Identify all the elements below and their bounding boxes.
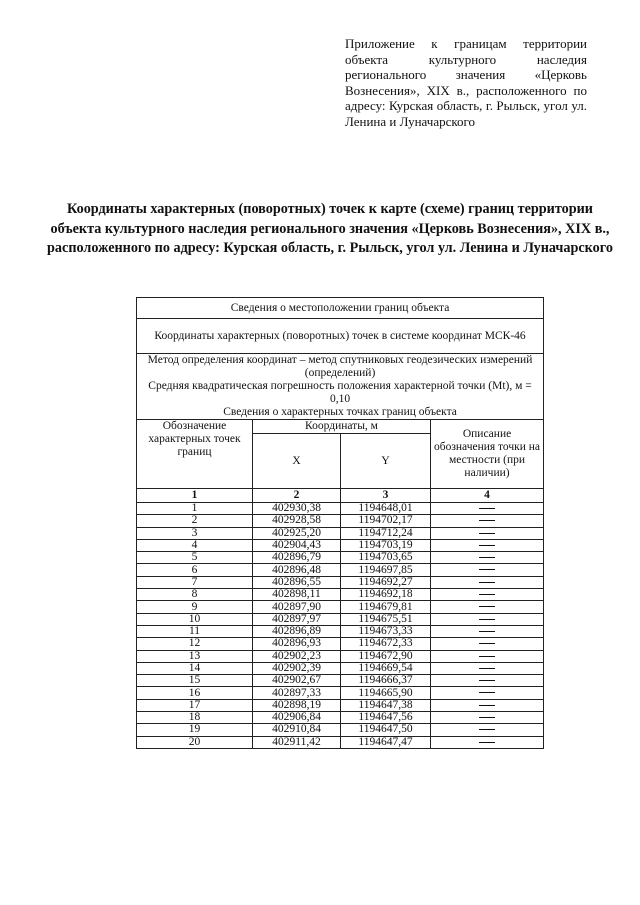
cell-y: 1194673,33: [341, 625, 431, 637]
dash-mark: [479, 545, 495, 546]
appendix-note: Приложение к границам территории объекта культурного наследия регионального значения «Церковь Вознесения», XIX в., расположенного по адресу: Курская область, г. Рыльск, угол ул. Ленина и Луначарского: [345, 36, 587, 129]
cell-point: 1: [137, 503, 253, 515]
cell-point: 20: [137, 736, 253, 748]
cell-y: 1194675,51: [341, 613, 431, 625]
cell-y: 1194692,18: [341, 589, 431, 601]
cell-point: 8: [137, 589, 253, 601]
cell-y: 1194647,47: [341, 736, 431, 748]
dash-mark: [479, 668, 495, 669]
cell-point: 7: [137, 576, 253, 588]
cell-description: [431, 638, 544, 650]
dash-mark: [479, 557, 495, 558]
document-title: Координаты характерных (поворотных) точек к карте (схеме) границ территории объекта культурного наследия регионального значения «Церковь Вознесения», XIX в., расположенного по адресу: Курская область, г. Рыльск, угол ул. Ленина и Луначарского: [47, 201, 613, 256]
cell-description: [431, 527, 544, 539]
dash-mark: [479, 729, 495, 730]
cell-x: 402896,55: [253, 576, 341, 588]
cell-x: 402902,39: [253, 662, 341, 674]
dash-mark: [479, 533, 495, 534]
table-row: [137, 699, 544, 711]
cell-y: 1194672,33: [341, 638, 431, 650]
table-row: [137, 552, 544, 564]
cell-y: 1194665,90: [341, 687, 431, 699]
cell-x: 402928,58: [253, 515, 341, 527]
col-number: 4: [431, 489, 544, 503]
cell-point: 15: [137, 675, 253, 687]
dash-mark: [479, 717, 495, 718]
col-number: 1: [137, 489, 253, 503]
cell-description: [431, 675, 544, 687]
method-cell: [137, 354, 544, 420]
cell-point: 19: [137, 724, 253, 736]
cell-x: 402896,93: [253, 638, 341, 650]
dash-mark: [479, 582, 495, 583]
table-row: [137, 503, 544, 515]
table-row: [137, 613, 544, 625]
dash-mark: [479, 705, 495, 706]
table-row: [137, 650, 544, 662]
col-number: 3: [341, 489, 431, 503]
cell-description: [431, 564, 544, 576]
cell-y: 1194703,65: [341, 552, 431, 564]
cell-description: [431, 662, 544, 674]
dash-mark: [479, 594, 495, 595]
dash-mark: [479, 619, 495, 620]
cell-x: 402902,23: [253, 650, 341, 662]
table-row: [137, 675, 544, 687]
table-row: [137, 625, 544, 637]
cell-x: 402902,67: [253, 675, 341, 687]
cell-point: 14: [137, 662, 253, 674]
cell-description: [431, 712, 544, 724]
dash-mark: [479, 508, 495, 509]
cell-x: 402925,20: [253, 527, 341, 539]
dash-mark: [479, 742, 495, 743]
cell-x: 402897,97: [253, 613, 341, 625]
cell-y: 1194702,17: [341, 515, 431, 527]
col-designation-header: Обозначение характерных точек границ: [137, 420, 253, 489]
table-row: [137, 564, 544, 576]
location-info-cell: Сведения о местоположении границ объекта: [137, 298, 544, 319]
cell-x: 402897,90: [253, 601, 341, 613]
table-row: [137, 539, 544, 551]
dash-mark: [479, 643, 495, 644]
cell-x: 402910,84: [253, 724, 341, 736]
cell-x: 402896,89: [253, 625, 341, 637]
cell-point: 18: [137, 712, 253, 724]
cell-y: 1194647,56: [341, 712, 431, 724]
cell-description: [431, 576, 544, 588]
cell-x: 402906,84: [253, 712, 341, 724]
table-row: [137, 601, 544, 613]
cell-point: 2: [137, 515, 253, 527]
cell-description: [431, 687, 544, 699]
points-info-text: Сведения о характерных точках границ объекта: [223, 406, 457, 418]
table-row: [137, 589, 544, 601]
cell-y: 1194669,54: [341, 662, 431, 674]
cell-point: 4: [137, 539, 253, 551]
cell-y: 1194666,37: [341, 675, 431, 687]
dash-mark: [479, 569, 495, 570]
cell-point: 17: [137, 699, 253, 711]
cell-y: 1194712,24: [341, 527, 431, 539]
cell-point: 12: [137, 638, 253, 650]
cell-description: [431, 625, 544, 637]
cell-y: 1194703,19: [341, 539, 431, 551]
dash-mark: [479, 680, 495, 681]
cell-y: 1194647,38: [341, 699, 431, 711]
cell-description: [431, 613, 544, 625]
table-row: [137, 527, 544, 539]
cell-x: 402930,38: [253, 503, 341, 515]
col-description-header: Описание обозначения точки на местности (при наличии): [431, 420, 544, 489]
table-row: [137, 662, 544, 674]
method-text: Метод определения координат – метод спутниковых геодезических измерений (определений): [147, 354, 533, 379]
cell-x: 402897,33: [253, 687, 341, 699]
cell-description: [431, 503, 544, 515]
cell-x: 402896,48: [253, 564, 341, 576]
coordinates-table: [136, 297, 544, 749]
dash-mark: [479, 631, 495, 632]
dash-mark: [479, 520, 495, 521]
cell-point: 5: [137, 552, 253, 564]
cell-point: 16: [137, 687, 253, 699]
col-number: 2: [253, 489, 341, 503]
table-row: [137, 515, 544, 527]
cell-x: 402898,19: [253, 699, 341, 711]
cell-point: 13: [137, 650, 253, 662]
coord-system-cell: Координаты характерных (поворотных) точек в системе координат МСК-46: [137, 319, 544, 354]
table-row: [137, 687, 544, 699]
cell-description: [431, 736, 544, 748]
accuracy-text: Средняя квадратическая погрешность положения характерной точки (Mt), м = 0,10: [148, 380, 532, 405]
cell-y: 1194648,01: [341, 503, 431, 515]
col-y-header: Y: [341, 434, 431, 489]
cell-y: 1194679,81: [341, 601, 431, 613]
cell-description: [431, 515, 544, 527]
dash-mark: [479, 692, 495, 693]
cell-point: 11: [137, 625, 253, 637]
cell-y: 1194672,90: [341, 650, 431, 662]
cell-x: 402898,11: [253, 589, 341, 601]
cell-description: [431, 699, 544, 711]
cell-description: [431, 650, 544, 662]
cell-point: 9: [137, 601, 253, 613]
table-row: [137, 724, 544, 736]
cell-description: [431, 724, 544, 736]
cell-y: 1194692,27: [341, 576, 431, 588]
cell-description: [431, 552, 544, 564]
dash-mark: [479, 656, 495, 657]
cell-point: 10: [137, 613, 253, 625]
cell-description: [431, 589, 544, 601]
table-row: [137, 712, 544, 724]
cell-x: 402911,42: [253, 736, 341, 748]
cell-y: 1194697,85: [341, 564, 431, 576]
cell-x: 402896,79: [253, 552, 341, 564]
col-coords-header: Координаты, м: [253, 420, 431, 434]
table-row: [137, 576, 544, 588]
cell-point: 6: [137, 564, 253, 576]
table-row: [137, 736, 544, 748]
cell-description: [431, 539, 544, 551]
dash-mark: [479, 606, 495, 607]
col-x-header: X: [253, 434, 341, 489]
cell-point: 3: [137, 527, 253, 539]
cell-x: 402904,43: [253, 539, 341, 551]
cell-y: 1194647,50: [341, 724, 431, 736]
cell-description: [431, 601, 544, 613]
table-row: [137, 638, 544, 650]
